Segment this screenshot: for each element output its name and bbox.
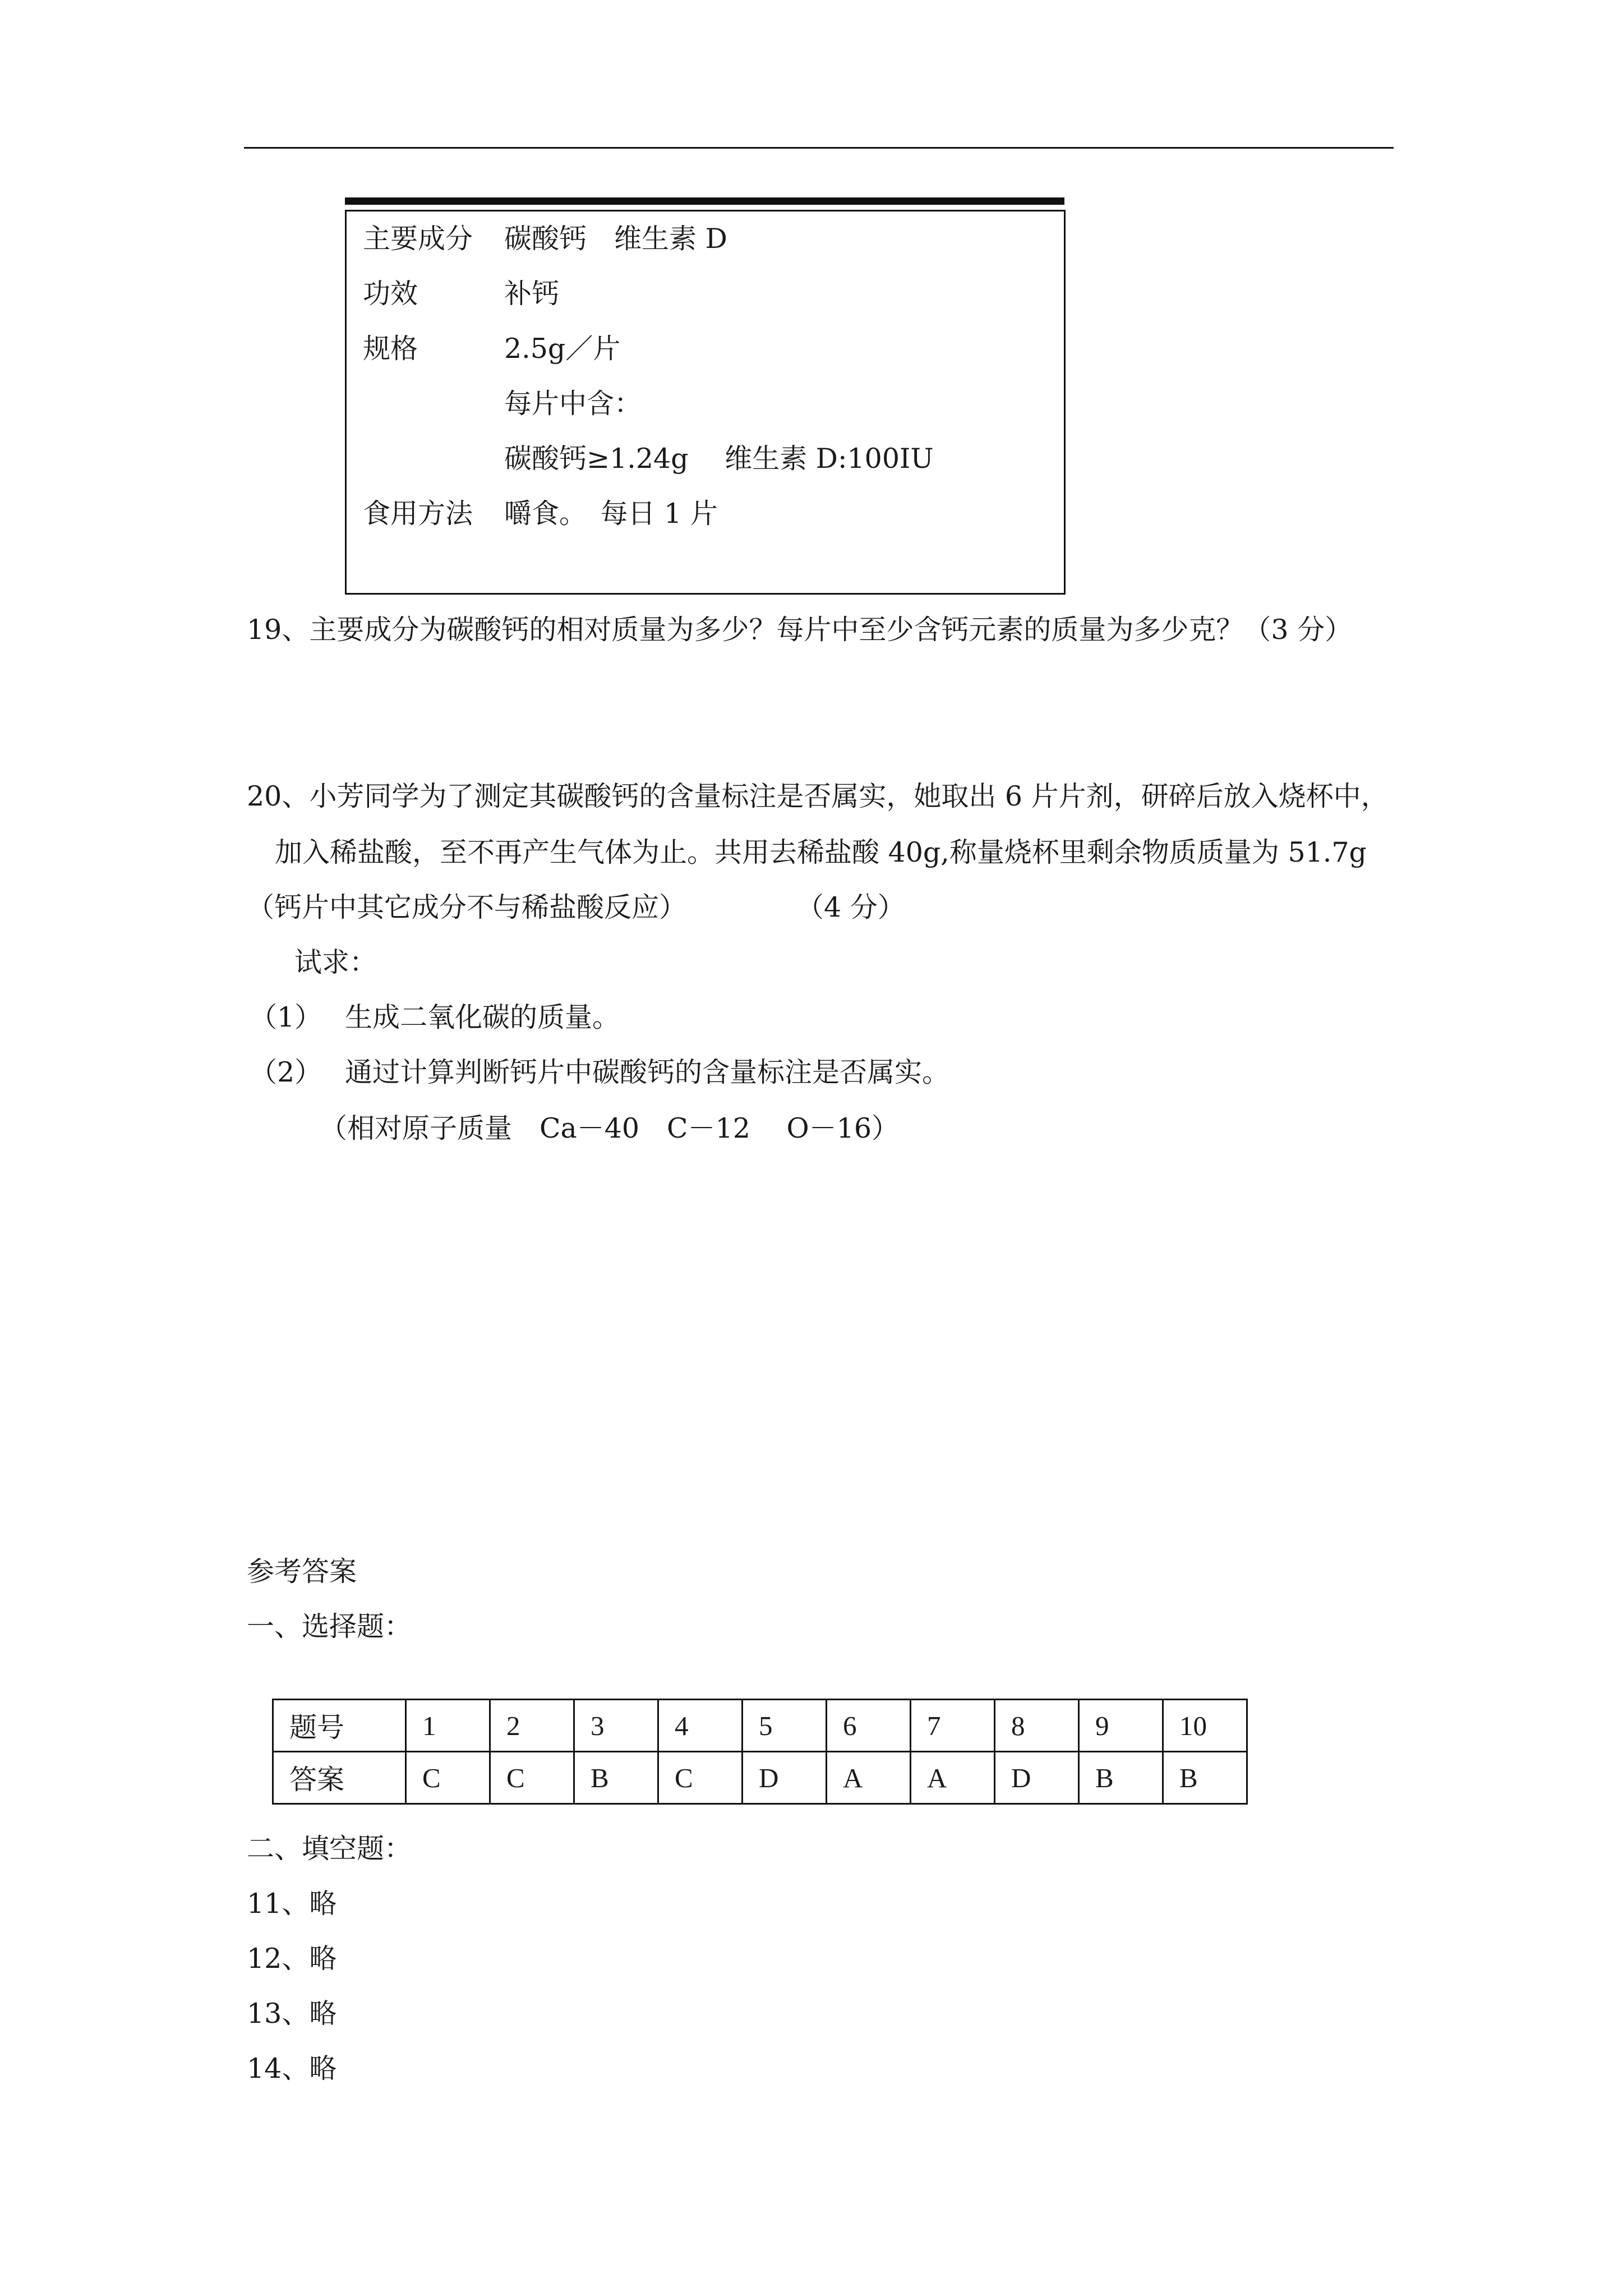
answer-table-number: 2 [490, 1700, 574, 1752]
header-rule [244, 147, 1394, 149]
answer-table-key: C [406, 1752, 490, 1804]
label-row-effect-label: 功效 [363, 278, 418, 310]
label-row-usage-label: 食用方法 [363, 498, 473, 530]
label-row-per-tablet: 每片中含： [504, 388, 642, 420]
question-19: 19、主要成分为碳酸钙的相对质量为多少？每片中至少含钙元素的质量为多少克？（3 分） [247, 614, 1353, 646]
answers-title: 参考答案 [247, 1556, 357, 1588]
answer-table-number: 10 [1163, 1700, 1247, 1752]
question-20-ask: 试求： [294, 946, 377, 978]
answer-table-number: 8 [995, 1700, 1079, 1752]
question-20-line-2: 加入稀盐酸，至不再产生气体为止。共用去稀盐酸 40g,称量烧杯里剩余物质质量为 51.7g [275, 836, 1367, 868]
answer-table-number: 7 [911, 1700, 995, 1752]
answers-section-fill: 二、填空题： [247, 1833, 412, 1865]
label-row-content: 碳酸钙≥1.24g 维生素 D:100IU [504, 443, 934, 475]
answer-table-key: C [658, 1752, 743, 1804]
fill-answer-14: 14、略 [247, 2053, 337, 2085]
answer-table-key: B [574, 1752, 658, 1804]
label-row-ingredients-label: 主要成分 [363, 223, 473, 255]
question-20-sub2-number: （2） [250, 1056, 322, 1088]
question-20-sub1-number: （1） [250, 1001, 322, 1033]
answer-table-head-answer: 答案 [273, 1752, 406, 1804]
question-20-line-3: （钙片中其它成分不与稀盐酸反应） （4 分） [247, 891, 905, 923]
label-row-effect-value: 补钙 [504, 278, 560, 310]
answer-table-number: 1 [406, 1700, 490, 1752]
answer-table-number: 9 [1079, 1700, 1163, 1752]
supplement-label-box [345, 197, 1064, 593]
answer-table-key: B [1079, 1752, 1163, 1804]
label-box-frame [345, 210, 1066, 595]
answer-table-key: D [743, 1752, 827, 1804]
answer-table-key: A [911, 1752, 995, 1804]
answer-table-key: A [827, 1752, 911, 1804]
answer-table-number: 6 [827, 1700, 911, 1752]
fill-answer-12: 12、略 [247, 1943, 337, 1975]
question-20-sub2: 通过计算判断钙片中碳酸钙的含量标注是否属实。 [345, 1056, 950, 1088]
answer-table-key: C [490, 1752, 574, 1804]
label-row-spec-label: 规格 [363, 333, 418, 365]
answer-table-row-numbers [273, 1700, 1247, 1752]
answer-table [272, 1699, 1248, 1805]
answer-table-number: 4 [658, 1700, 743, 1752]
answer-table-key: B [1163, 1752, 1247, 1804]
question-20-line-1: 20、小芳同学为了测定其碳酸钙的含量标注是否属实，她取出 6 片片剂，研碎后放入烧杯中， [247, 780, 1389, 812]
question-20-sub1: 生成二氧化碳的质量。 [345, 1001, 620, 1033]
answer-table-key: D [995, 1752, 1079, 1804]
atomic-mass-note: （相对原子质量 Ca－40 C－12 O－16） [320, 1112, 899, 1144]
fill-answer-11: 11、略 [247, 1888, 337, 1920]
answer-table-number: 3 [574, 1700, 658, 1752]
fill-answer-13: 13、略 [247, 1998, 337, 2030]
label-row-usage-value: 嚼食。 每日 1 片 [504, 498, 718, 530]
answers-section-choice: 一、选择题： [247, 1611, 412, 1642]
answer-table-head-number: 题号 [273, 1700, 406, 1752]
label-box-top-bar [345, 197, 1064, 205]
label-row-ingredients-value: 碳酸钙 维生素 D [504, 223, 727, 255]
answer-table-number: 5 [743, 1700, 827, 1752]
label-row-spec-value: 2.5g／片 [504, 333, 621, 365]
answer-table-row-keys [273, 1752, 1247, 1804]
